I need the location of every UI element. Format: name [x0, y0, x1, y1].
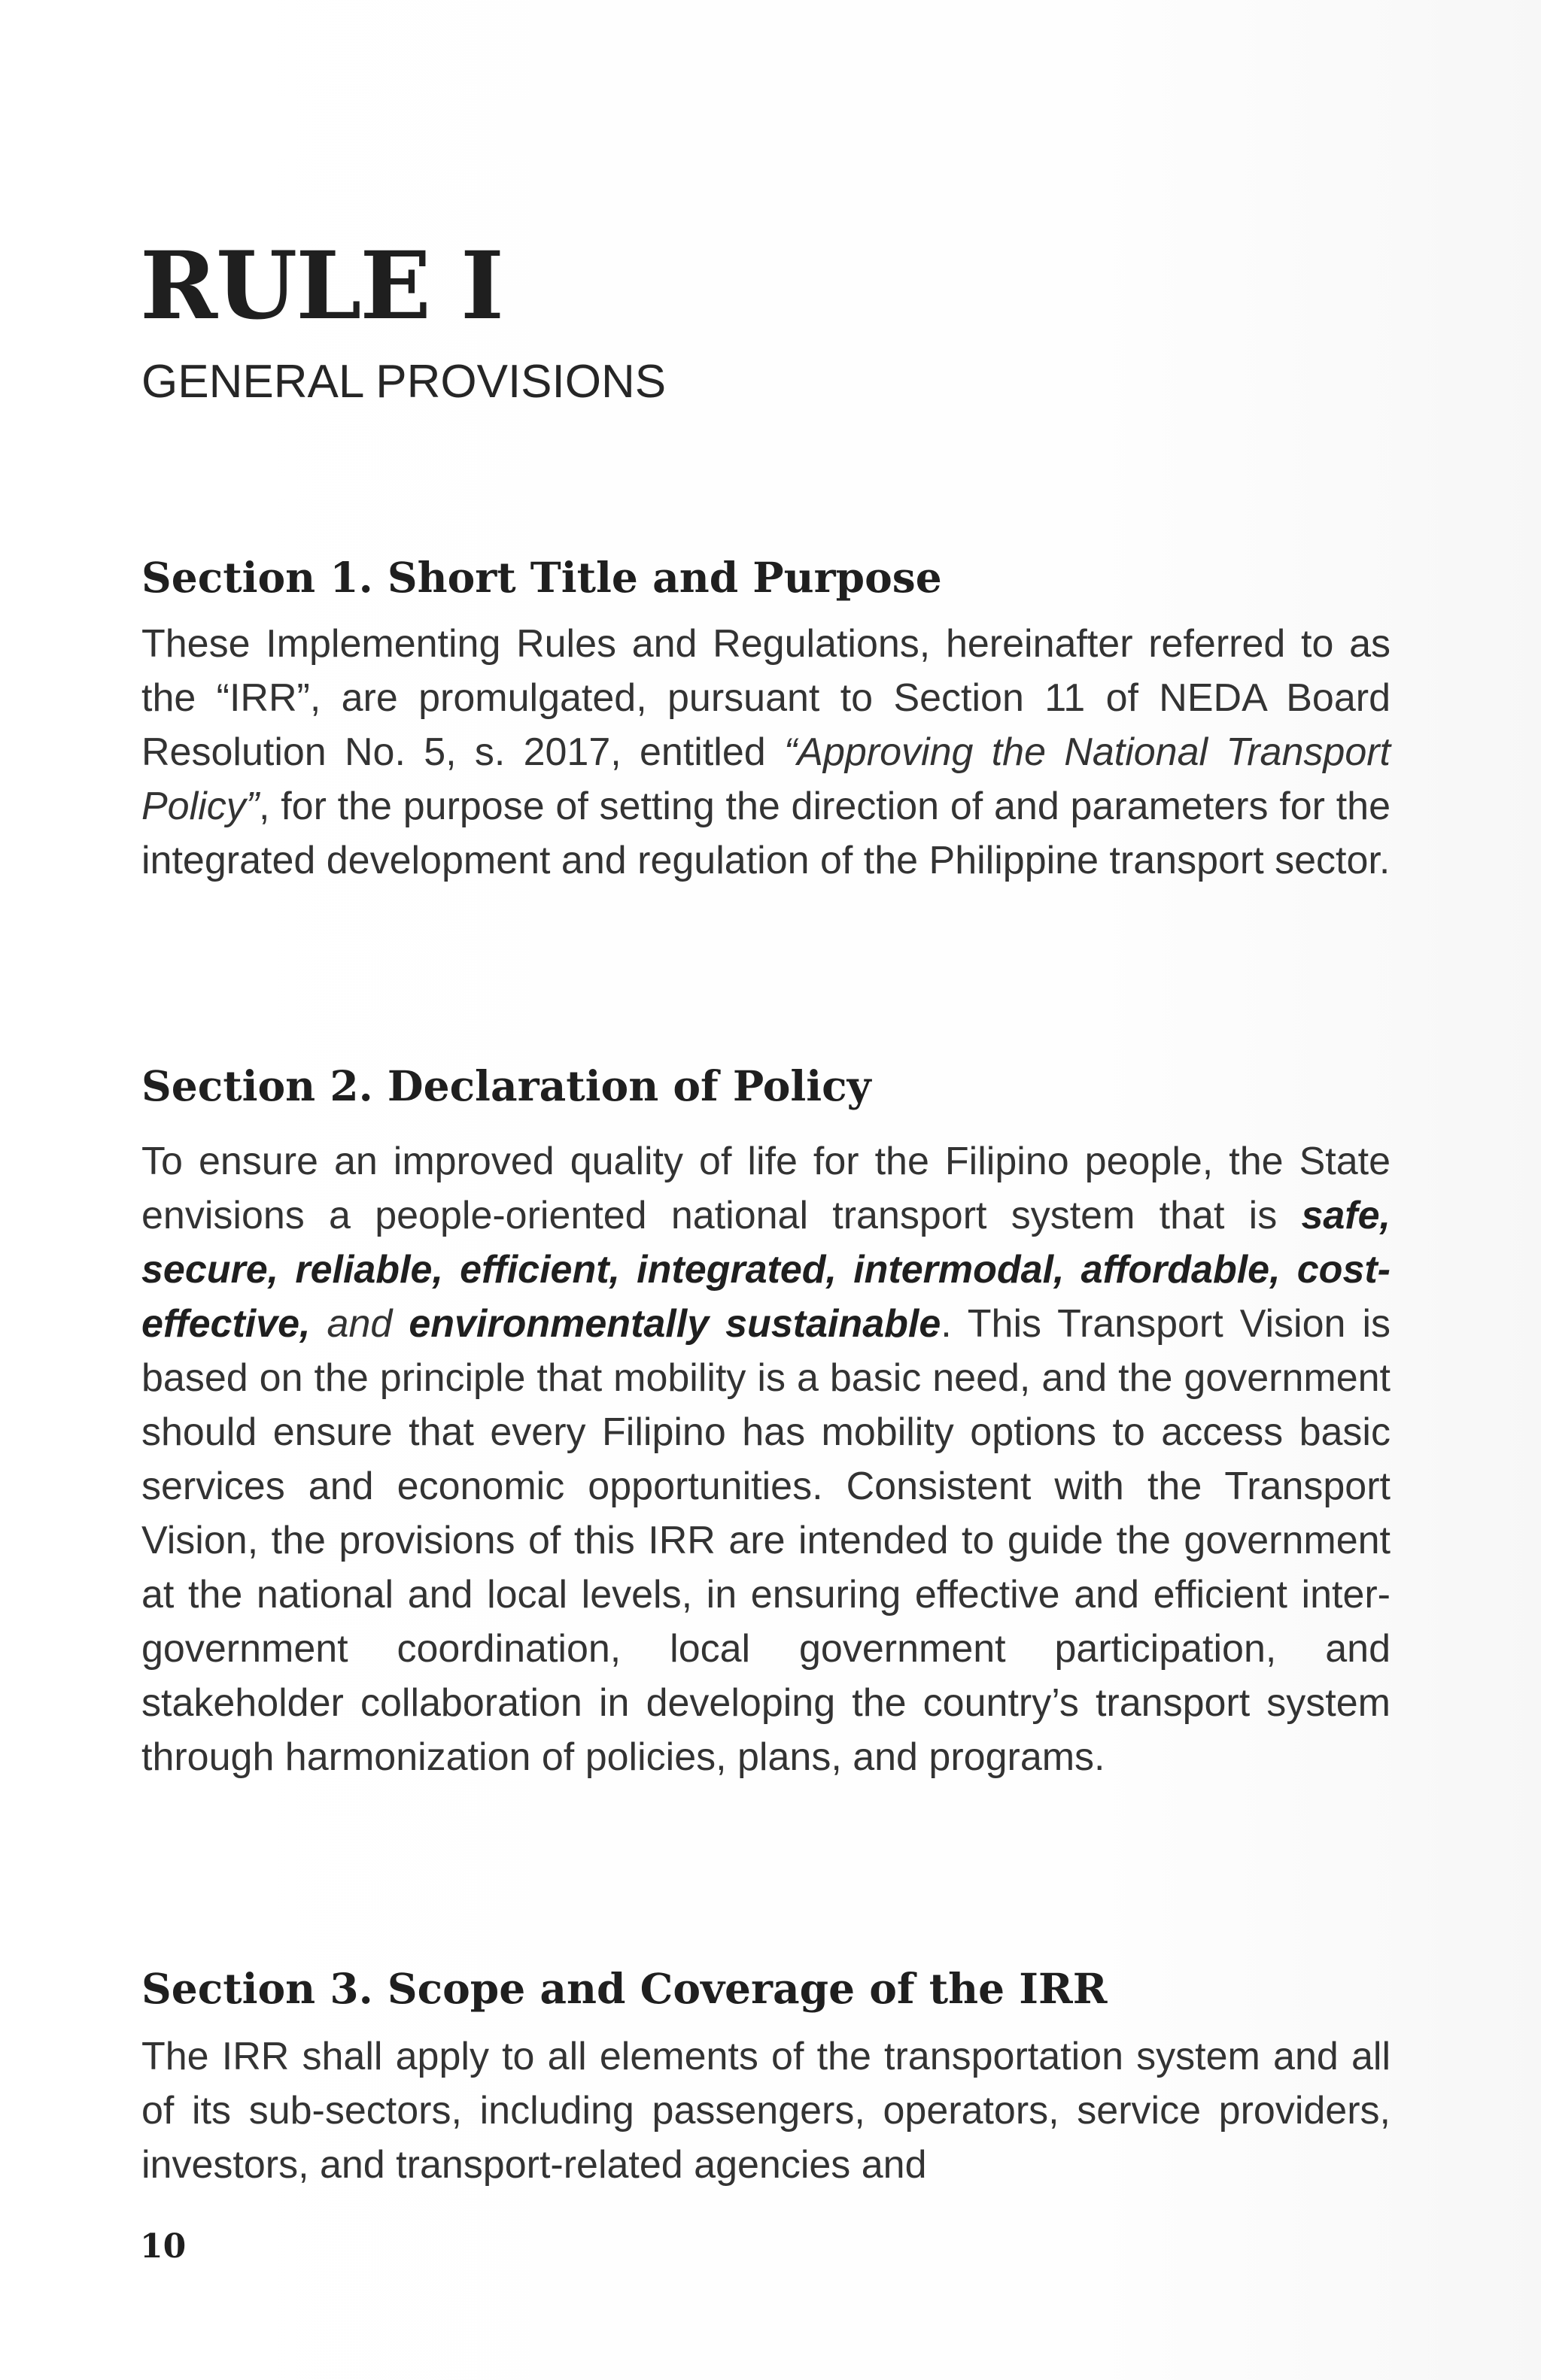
section-1-italic-title: “Approving the National Transport Policy”	[141, 730, 1391, 828]
page-number: 10	[140, 2227, 187, 2266]
section-2-text-end: . This Transport Vision is based on the principle that mobility is a basic need, and the government should ensure that every Filipino has mobility options to access basic services and economic opportunities. Consistent with the Transport Vision, the provisions of this IRR are intended to guide the government at the national and local levels, in ensuring effective and efficient inter-government coordination, local government participation, and stakeholder collaboration in developing the country’s transport system through harmonization of policies, plans, and programs.	[141, 1302, 1391, 1779]
section-3-heading: Section 3. Scope and Coverage of the IRR	[141, 1964, 1108, 2013]
section-2-heading: Section 2. Declaration of Policy	[141, 1061, 871, 1110]
section-1-text: These Implementing Rules and Regulations, hereinafter referred to as the “IRR”, are promulgated, pursuant to Section 11 of NEDA Board Resolution No. 5, s. 2017, entitled	[141, 622, 1391, 774]
section-1-body	[141, 617, 1391, 888]
section-1-text-end: , for the purpose of setting the direction of and parameters for the integrated development and regulation of the Philippine transport sector.	[141, 785, 1391, 882]
section-3-text: The IRR shall apply to all elements of the transportation system and all of its sub-sectors, including passengers, operators, service providers, investors, and transport-related agencies and	[141, 2035, 1391, 2187]
section-2-emphasis-values: safe, secure, reliable, efficient, integrated, intermodal, affordable, cost-effective,	[141, 1194, 1391, 1346]
rule-title: RULE I	[140, 232, 503, 341]
section-2-text: To ensure an improved quality of life for the Filipino people, the State envisions a people-oriented national transport system that is	[141, 1140, 1391, 1237]
section-2-emphasis-sustainable: environmentally sustainable	[409, 1302, 941, 1346]
section-2-body	[141, 1134, 1391, 1784]
section-1-heading: Section 1. Short Title and Purpose	[141, 553, 942, 602]
rule-subtitle: GENERAL PROVISIONS	[141, 356, 667, 408]
section-3-body	[141, 2029, 1391, 2192]
section-2-and: and	[310, 1302, 409, 1346]
